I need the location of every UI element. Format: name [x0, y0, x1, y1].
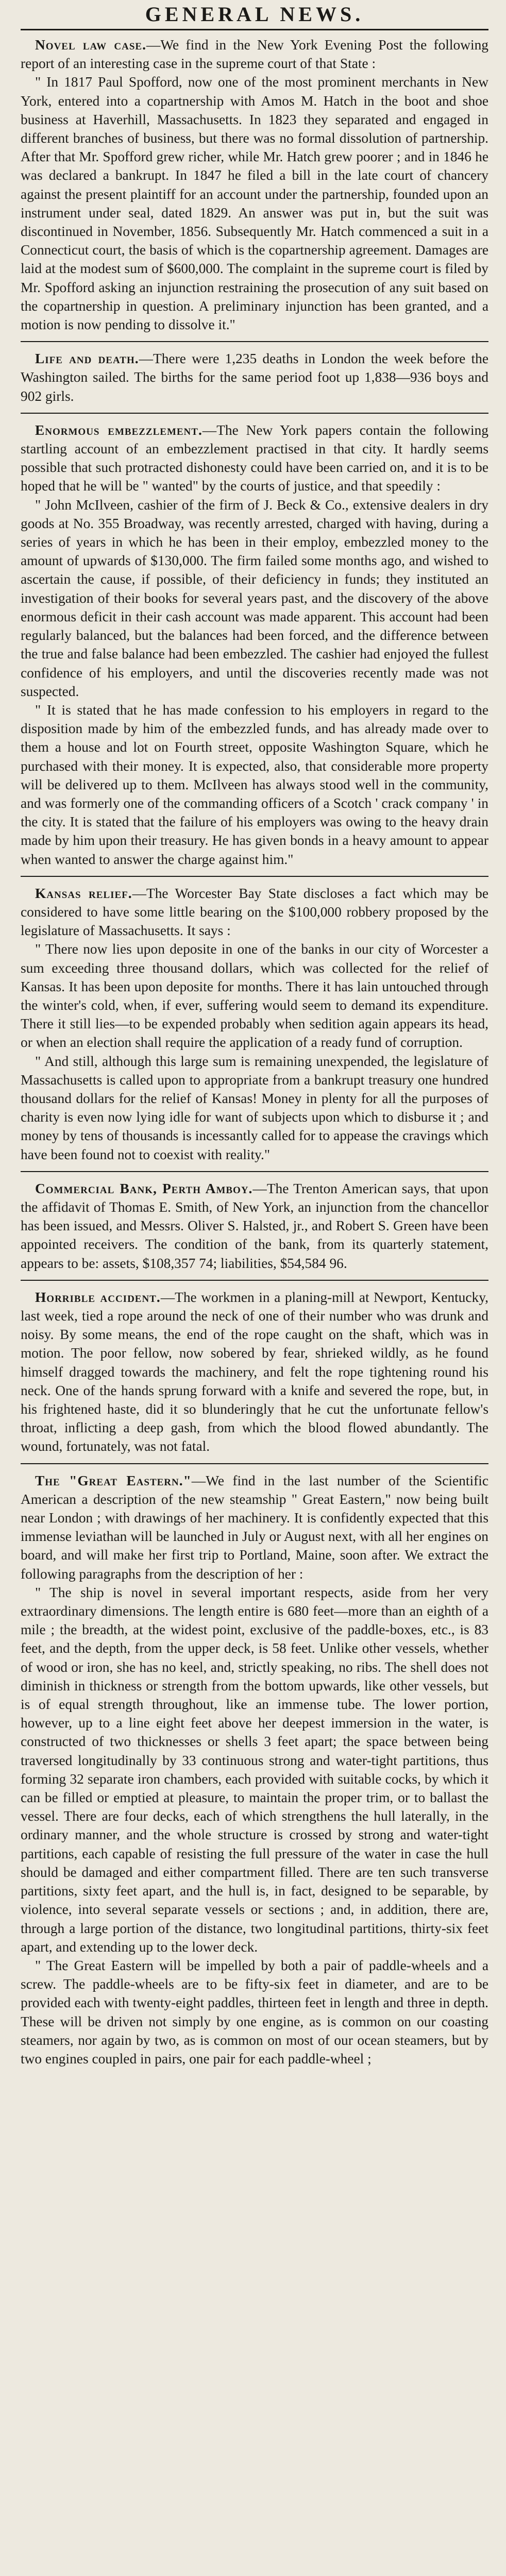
article-life-and-death	[21, 349, 488, 405]
article-paragraph: " The Great Eastern will be impelled by both a pair of paddle-wheels and a screw. The paddle-wheels are to be fifty-six feet in diameter, and are to be provided each with twenty-eight paddles, thirteen feet in length and three in depth. These will be driven not simply by one engine, as is common on our coasting steamers, nor again by two, as is common on most of our ocean steamers, but by two engines coupled in pairs, one pair for each paddle-wheel ;	[21, 1957, 488, 2066]
article-paragraph	[21, 1179, 488, 1273]
article-paragraph	[21, 1288, 488, 1456]
article-divider	[21, 413, 488, 414]
article-headline: Enormous embezzlement.	[35, 422, 203, 438]
article-paragraph: " John McIlveen, cashier of the firm of J. Beck & Co., extensive dealers in dry goods at No. 355 Broadway, was recently arrested, charged with having, during a series of years in which he has been in their employ, embezzled money to the amount of upwards of $130,000. The firm failed some months ago, and wished to ascertain the cause, if possible, of their deficiency in funds; they instituted an investigation of their books for several years past, and the discovery of the above enormous deficit in their cash account was made apparent. This account had been regularly balanced, but the balances had been forced, and the difference between the true and false balance had been embezzled. The cashier had enjoyed the fullest confidence of his employers, and until the discoveries recently made was not suspected.	[21, 497, 488, 699]
article-paragraph	[21, 421, 488, 496]
article-lead-text: —There were 1,235 deaths in London the week before the Washington sailed. The births for the same period foot up 1,838—936 boys and 902 girls.	[21, 351, 488, 404]
article-lead-text: —We find in the New York Evening Post the following report of an interesting case in the supreme court of that State :	[21, 37, 489, 72]
article-lead-text: —The Worcester Bay State discloses a fact which may be considered to have some little bearing on the $100,000 robbery proposed by the legislature of Massachusetts. It says :	[21, 885, 488, 939]
article-lead-text: —The workmen in a planing-mill at Newport, Kentucky, last week, tied a rope around the neck of one of their number who was drunk and noisy. By some means, the end of the rope caught on the shaft, which was in motion. The poor fellow, now sobered by fear, shrieked wildly, as he found himself dragged towards the machinery, and felt the rope tightening round his neck. One of the hands sprung forward with a knife and severed the rope, but, in his frightened haste, did it so blunderingly that he cut the unfortunate fellow's throat, inflicting a deep gash, from which the blood flowed abundantly. The wound, fortunately, was not fatal.	[21, 1289, 488, 1454]
article-headline: Life and death.	[35, 351, 139, 367]
article-paragraph	[21, 36, 488, 73]
article-headline: Kansas relief.	[35, 885, 132, 901]
article-great-eastern	[21, 1471, 488, 2069]
article-commercial-bank	[21, 1179, 488, 1273]
article-lead-text: —The New York papers contain the following startling account of an embezzlement practised in that city. It hardly seems possible that such protracted dishonesty could have been carried on, and it is to be hoped that he will be " wanted" by the courts of justice, and that speedily :	[21, 422, 488, 494]
article-divider	[21, 1280, 488, 1281]
article-paragraph: " There now lies upon deposite in one of the banks in our city of Worcester a sum exceeding three thousand dollars, which was collected for the relief of Kansas. It has been upon deposite for months. There it has lain untouched through the winter's cold, when, if ever, suffering would seem to demand its expenditure. There it still lies—to be expended probably when sedition again appears its head, or when an election shall require the application of a ready fund of corruption.	[21, 941, 488, 1050]
masthead-rule	[21, 29, 488, 30]
article-divider	[21, 876, 488, 877]
article-headline: Novel law case.	[35, 37, 146, 53]
article-lead-text: —We find in the last number of the Scientific American a description of the new steamship " Great Eastern," now being built near London ; with drawings of her machinery. It is confidently expected that this immense leviathan will be launched in July or August next, with all her engines on board, and will make her first trip to Portland, Maine, soon after. We extract the following paragraphs from the description of her :	[21, 1472, 488, 1582]
article-headline: Commercial Bank, Perth Amboy.	[35, 1180, 253, 1196]
article-headline: The "Great Eastern."	[35, 1472, 192, 1488]
article-divider	[21, 1171, 488, 1172]
section-title: GENERAL NEWS.	[145, 3, 364, 26]
article-headline: Horrible accident.	[35, 1289, 161, 1305]
masthead	[21, 0, 488, 27]
article-paragraph	[21, 884, 488, 940]
article-enormous-embezzlement	[21, 421, 488, 869]
article-kansas-relief	[21, 884, 488, 1164]
article-paragraph	[21, 349, 488, 405]
article-divider	[21, 1463, 488, 1464]
article-paragraph	[21, 1471, 488, 1583]
article-lead-text: —The Trenton American says, that upon the affidavit of Thomas E. Smith, of New York, an injunction from the chancellor has been issued, and Messrs. Oliver S. Halsted, jr., and Robert S. Green have been appointed receivers. The condition of the bank, from its quarterly statement, appears to be: assets, $108,357 74; liabilities, $54,584 96.	[21, 1180, 489, 1271]
article-paragraph: " In 1817 Paul Spofford, now one of the most prominent merchants in New York, entered into a copartnership with Amos M. Hatch in the boot and shoe business at Haverhill, Massachusetts. In 1823 they separated and engaged in different branches of business, but there was no formal dissolution of partnership. After that Mr. Spofford grew richer, while Mr. Hatch grew poorer ; and in 1846 he was declared a bankrupt. In 1847 he filed a bill in the late court of chancery against the present plaintiff for an account under the partnership, founded upon an instrument under seal, dated 1829. An answer was put in, but the suit was discontinued in November, 1856. Subsequently Mr. Hatch commenced a suit in a Connecticut court, the basis of which is the copartnership agreement. Damages are laid at the modest sum of $600,000. The complaint in the supreme court is filed by Mr. Spofford asking an injunction restraining the prosecution of any suit based on the copartnership in question. A preliminary injunction has been granted, and a motion is now pending to dissolve it."	[21, 74, 488, 333]
article-divider	[21, 341, 488, 342]
article-paragraph: " And still, although this large sum is remaining unexpended, the legislature of Massachusetts is called upon to appropriate from a bankrupt treasury one hundred thousand dollars for the relief of Kansas! Money in plenty for all the purposes of charity is even now lying idle for want of subjects upon which to disburse it ; and money by tens of thousands is incessantly called for to appease the cravings which have been found not to coexist with reality."	[21, 1053, 488, 1162]
article-paragraph: " It is stated that he has made confession to his employers in regard to the disposition made by him of the embezzled funds, and has already made over to them a house and lot on Fourth street, opposite Washington Square, which he purchased with their money. It is expected, also, that considerable more property will be delivered up to them. McIlveen has always stood well in the community, and was formerly one of the commanding officers of a Scotch ' crack company ' in the city. It is stated that the failure of his employers was owing to the heavy drain made by him upon their treasury. He has given bonds in a heavy amount to appear when wanted to answer the charge against him."	[21, 702, 488, 867]
article-novel-law-case	[21, 36, 488, 334]
article-paragraph: " The ship is novel in several important respects, aside from her very extraordinary dimensions. The length entire is 680 feet—more than an eighth of a mile ; the breadth, at the widest point, exclusive of the paddle-boxes, etc., is 83 feet, and the depth, from the upper deck, is 58 feet. Unlike other vessels, whether of wood or iron, she has no keel, and, strictly speaking, no ribs. The shell does not diminish in thickness or strength from the bottom upwards, like other vessels, but is of equal strength throughout, like an immense tube. The lower portion, however, up to a line eight feet above her deepest immersion in the water, is constructed of two thicknesses or shells 3 feet apart; the space between being traversed longitudinally by 33 continuous strong and water-tight partitions, thus forming 32 separate iron chambers, each provided with suitable cocks, by which it can be filled or emptied at pleasure, to maintain the proper trim, or to ballast the vessel. There are four decks, each of which strengthens the hull laterally, in the ordinary manner, and the whole structure is crossed by strong and water-tight partitions, each capable of resisting the full pressure of the water in case the hull should be damaged and either compartment filled. There are ten such transverse partitions, sixty feet apart, and the hull is, in fact, designed to be separable, by violence, into several separate vessels or sections ; and, in addition, there are, through a large portion of the distance, two longitudinal partitions, thirty-six feet apart, and extending up to the lower deck.	[21, 1584, 488, 1955]
article-horrible-accident	[21, 1288, 488, 1456]
